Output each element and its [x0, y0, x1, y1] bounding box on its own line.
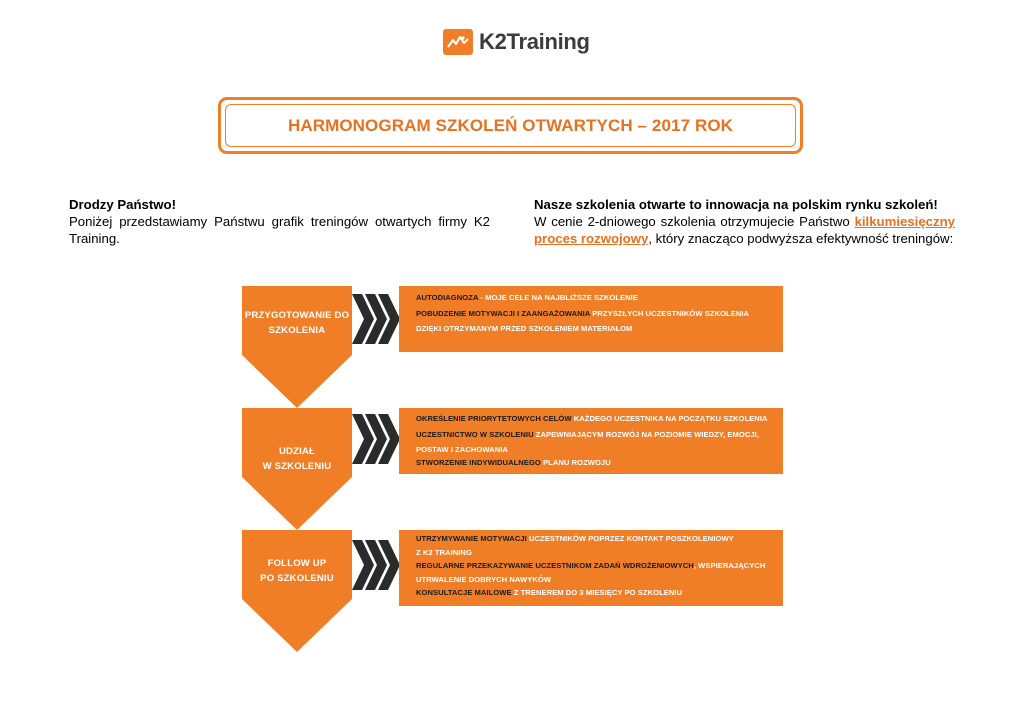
stage-item-text: UTRWALENIE DOBRYCH NAWYKÓW — [416, 574, 552, 584]
stage-item-line — [416, 290, 777, 306]
stage-label-line: PO SZKOLENIU — [260, 573, 334, 584]
stage-panel — [399, 408, 783, 474]
stage-label — [242, 308, 352, 338]
stage-item-line — [416, 546, 777, 560]
page-title: HARMONOGRAM SZKOLEŃ OTWARTYCH – 2017 ROK — [287, 115, 734, 135]
intro-right-body-start: W cenie 2-dniowego szkolenia otrzymujecie Państwo — [534, 214, 855, 229]
stage-item-text: PLANU ROZWOJU — [540, 457, 611, 467]
stage-item-line — [416, 455, 777, 471]
chevrons-icon — [352, 540, 400, 590]
stage-panel — [399, 286, 783, 352]
title-banner — [218, 97, 803, 154]
stage-item-line — [416, 306, 777, 322]
chevrons-icon — [352, 294, 400, 344]
stage-item-keyword: UTRZYMYWANIE MOTYWACJI — [416, 534, 527, 543]
stage-item-keyword: KONSULTACJE MAILOWE — [416, 588, 512, 597]
stage-arrow-shape — [242, 286, 354, 410]
greeting: Drodzy Państwo! — [69, 197, 176, 212]
stage-item-line — [416, 586, 777, 600]
stage-label — [242, 556, 352, 586]
stage-item-line — [416, 559, 777, 573]
chevrons-icon — [352, 414, 400, 464]
stage-label-line: PRZYGOTOWANIE DO — [244, 310, 350, 321]
stage-item-keyword: REGULARNE PRZEKAZYWANIE UCZESTNIKOM ZADAŃ WDROŻENIOWYCH — [416, 561, 694, 570]
stage-item-text: ZAPEWNIAJĄCYM ROZWÓJ NA POZIOMIE WIEDZY, EMOCJI, — [533, 429, 759, 439]
stage-arrow-shape — [242, 530, 354, 654]
stage-label-line: UDZIAŁ — [278, 446, 316, 457]
stage-item-line — [416, 532, 777, 546]
intro-right — [534, 196, 955, 247]
stage-item-text: Z TRENEREM DO 3 MIESIĘCY PO SZKOLENIU — [511, 588, 683, 597]
stage-item-text: Z K2 TRAINING — [416, 547, 472, 557]
stage-label-line: SZKOLENIA — [268, 325, 326, 336]
stage-item-line — [416, 573, 777, 587]
intro-left-body: Poniżej przedstawiamy Państwu grafik treningów otwartych firmy K2 Training. — [69, 214, 490, 246]
stage-item-line — [416, 411, 777, 427]
stage-item-text: , WSPIERAJĄCYCH — [693, 561, 766, 570]
stage-item-text: KAŻDEGO UCZESTNIKA NA POCZĄTKU SZKOLENIA — [571, 414, 768, 423]
intro-right-heading: Nasze szkolenia otwarte to innowacja na polskim rynku szkoleń! — [534, 197, 938, 212]
k2-logo — [443, 28, 590, 56]
stage-item-text: UCZESTNIKÓW POPRZEZ KONTAKT POSZKOLENIOWY — [526, 534, 734, 543]
stage-item-line — [416, 321, 777, 337]
stage-item-text: DZIĘKI OTRZYMANYM PRZED SZKOLENIEM MATERIAŁOM — [416, 324, 633, 333]
stage-label-line: FOLLOW UP — [267, 558, 327, 569]
stage-item-keyword: AUTODIAGNOZA — [416, 293, 479, 302]
stage-item-line — [416, 427, 777, 443]
logo-text: K2Training — [479, 29, 590, 54]
stage-label — [242, 444, 352, 474]
stage-item-keyword: OKREŚLENIE PRIORYTETOWYCH CELÓW — [416, 414, 572, 423]
stage-item-keyword: POBUDZENIE MOTYWACJI I ZAANGAŻOWANIA — [416, 308, 591, 318]
stage-item-text: POSTAW I ZACHOWANIA — [416, 445, 508, 454]
k2-mountain-logo-icon — [443, 29, 473, 55]
stage-panel — [399, 530, 783, 606]
stage-item-text: PRZYSZŁYCH UCZESTNIKÓW SZKOLENIA — [590, 308, 750, 318]
intro-right-body-end: , który znacząco podwyższa efektywność treningów: — [648, 231, 954, 246]
stage-label-line: W SZKOLENIU — [262, 461, 332, 472]
stage-item-keyword: STWORZENIE INDYWIDUALNEGO — [416, 457, 541, 467]
intro-left — [69, 196, 490, 247]
stage-item-text: - MOJE CELE NA NAJBLIŻSZE SZKOLENIE — [478, 293, 638, 302]
stage-item-keyword: UCZESTNICTWO W SZKOLENIU — [416, 429, 534, 439]
process-highlight-link[interactable]: kilkumiesięczny proces rozwojowy — [534, 214, 955, 246]
